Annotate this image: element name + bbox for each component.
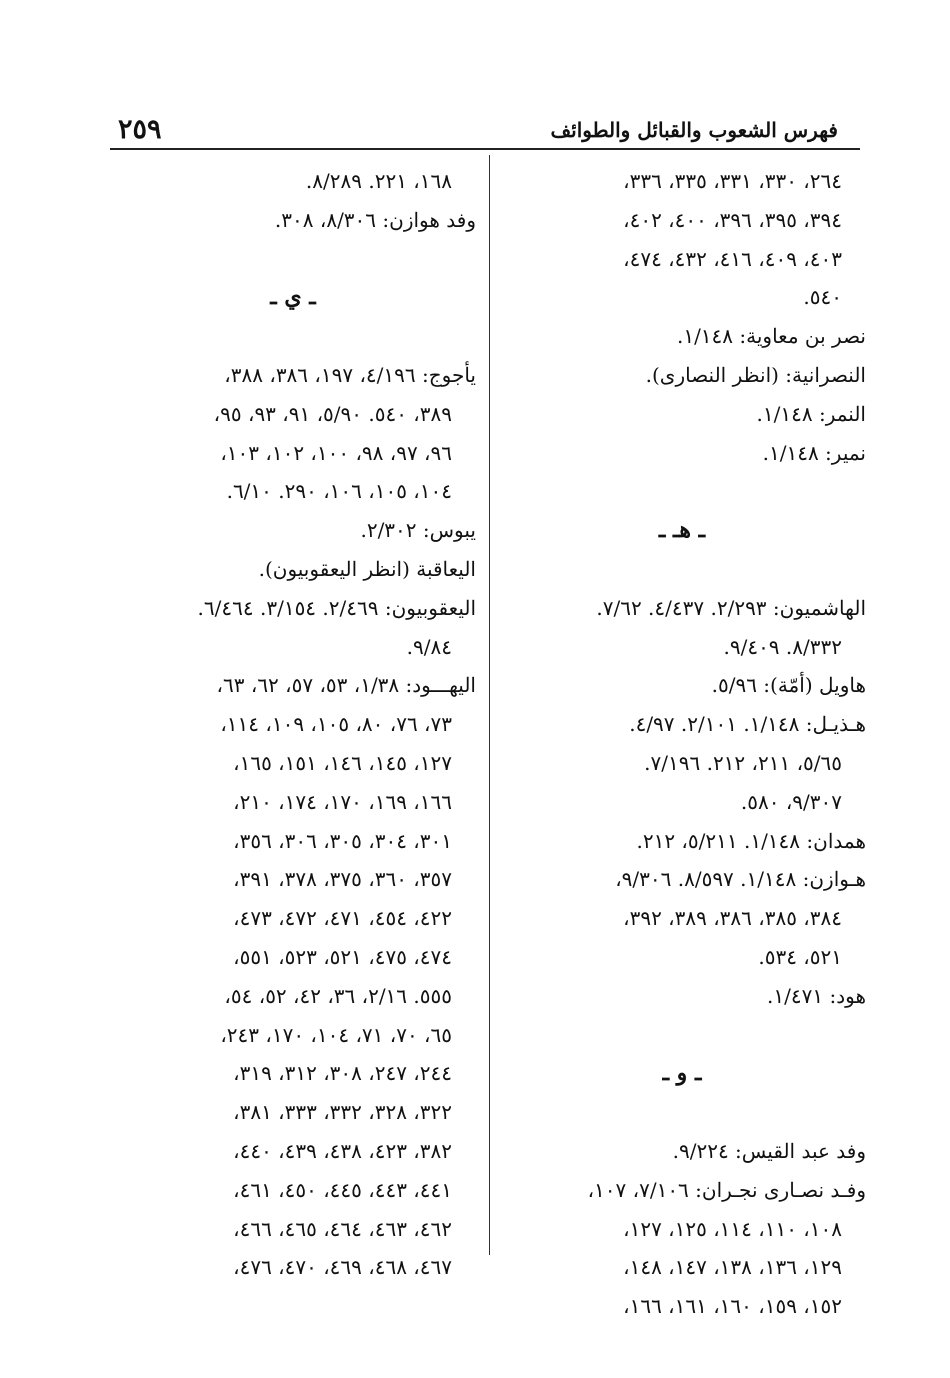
blank-line (110, 317, 476, 356)
index-entry: نصر بن معاوية: ١/١٤٨. (676, 324, 866, 349)
right-column (498, 162, 866, 1326)
index-entry: همدان: ١/١٤٨. ٥/٢١١، ٢١٢. (636, 828, 866, 853)
index-entry: الهاشميون: ٢/٢٩٣. ٤/٤٣٧. ٧/٦٢. (596, 595, 866, 620)
index-entry: اليهـــود: ١/٣٨، ٥٣، ٥٧، ٦٢، ٦٣، (216, 673, 476, 698)
running-title: فهرس الشعوب والقبائل والطوائف (550, 118, 838, 142)
index-continuation: ١٠٤، ١٠٥، ١٠٦، ٢٩٠. ٦/١٠. (226, 479, 452, 504)
index-continuation: ١٥٢، ١٥٩، ١٦٠، ١٦١، ١٦٦، (623, 1294, 842, 1319)
index-continuation: ٤٦٢، ٤٦٣، ٤٦٤، ٤٦٥، ٤٦٦، (233, 1216, 452, 1241)
index-continuation: ٣٥٧، ٣٦٠، ٣٧٥، ٣٧٨، ٣٩١، (233, 867, 452, 892)
section-heading: ـ و ـ (662, 1060, 702, 1087)
index-continuation: ١٢٧، ١٤٥، ١٤٦، ١٥١، ١٦٥، (233, 750, 452, 775)
index-entry: اليعقوبيون: ٢/٤٦٩. ٣/١٥٤. ٦/٤٦٤. (197, 595, 476, 620)
blank-line (110, 240, 476, 279)
index-continuation: ١٦٨، ٢٢١. ٨/٢٨٩. (305, 169, 452, 193)
index-continuation: ٣٨٩، ٥٤٠. ٥/٩٠، ٩١، ٩٣، ٩٥، (213, 401, 452, 426)
index-entry: يبوس: ٢/٣٠٢. (360, 518, 476, 543)
blank-line (498, 472, 866, 511)
index-entry: وفد عبد القيس: ٩/٢٢٤. (672, 1138, 866, 1163)
left-column (110, 162, 476, 1287)
index-continuation: ٤٦٧، ٤٦٨، ٤٦٩، ٤٧٠، ٤٧٦، (233, 1255, 452, 1280)
index-continuation: ٩/٣٠٧، ٥٨٠. (740, 789, 842, 814)
index-continuation: ٥/٦٥، ٢١١، ٢١٢. ٧/١٩٦. (644, 750, 842, 775)
index-entry: اليعاقبة (انظر اليعقوبيون). (258, 556, 476, 581)
index-entry: نمير: ١/١٤٨. (762, 440, 866, 465)
blank-line (498, 1016, 866, 1055)
index-continuation: ٦٥، ٧٠، ٧١، ١٠٤، ١٧٠، ٢٤٣، (220, 1022, 452, 1047)
index-entry: يأجوج: ٤/١٩٦، ١٩٧، ٣٨٦، ٣٨٨، (224, 362, 476, 387)
index-continuation: ٥٤٠. (803, 285, 842, 310)
index-entry: هـوازن: ١/١٤٨. ٨/٥٩٧. ٩/٣٠٦، (615, 867, 866, 892)
section-heading: ـ ي ـ (270, 284, 316, 311)
index-continuation: ٢٤٤، ٢٤٧، ٣٠٨، ٣١٢، ٣١٩، (233, 1061, 452, 1086)
index-continuation: ٣٩٤، ٣٩٥، ٣٩٦، ٤٠٠، ٤٠٢، (623, 207, 842, 232)
index-continuation: ٢٦٤، ٣٣٠، ٣٣١، ٣٣٥، ٣٣٦، (623, 169, 842, 193)
index-continuation: ٩٦، ٩٧، ٩٨، ١٠٠، ١٠٢، ١٠٣، (220, 440, 452, 465)
index-continuation: ١٠٨، ١١٠، ١١٤، ١٢٥، ١٢٧، (623, 1216, 842, 1241)
index-continuation: ٤٤١، ٤٤٣، ٤٤٥، ٤٥٠، ٤٦١، (233, 1177, 452, 1202)
index-entry: هـذيـل: ١/١٤٨. ٢/١٠١. ٤/٩٧. (629, 712, 866, 737)
index-continuation: ٨/٣٣٢. ٩/٤٠٩. (723, 634, 842, 659)
index-continuation: ٣٨٤، ٣٨٥، ٣٨٦، ٣٨٩، ٣٩٢، (623, 906, 842, 931)
index-continuation: ٥٢١، ٥٣٤. (758, 944, 842, 969)
index-entry: هود: ١/٤٧١. (767, 983, 866, 1008)
page-header (110, 108, 860, 148)
index-entry: النصرانية: (انظر النصارى). (645, 362, 866, 387)
index-continuation: ٩/٨٤. (406, 634, 452, 659)
blank-line (498, 550, 866, 589)
index-continuation: ٣٢٢، ٣٢٨، ٣٣٢، ٣٣٣، ٣٨١، (233, 1100, 452, 1125)
column-divider (489, 155, 490, 1255)
blank-line (498, 1093, 866, 1132)
index-continuation: ١٦٦، ١٦٩، ١٧٠، ١٧٤، ٢١٠، (233, 789, 452, 814)
index-continuation: ٤٠٣، ٤٠٩، ٤١٦، ٤٣٢، ٤٧٤، (623, 246, 842, 271)
index-continuation: ٣٨٢، ٤٢٣، ٤٣٨، ٤٣٩، ٤٤٠، (233, 1138, 452, 1163)
index-entry: النمر: ١/١٤٨. (756, 401, 866, 426)
index-entry: هاويل (أمّة): ٥/٩٦. (711, 673, 866, 698)
index-continuation: ٤٢٢، ٤٥٤، ٤٧١، ٤٧٢، ٤٧٣، (233, 906, 452, 931)
index-continuation: ١٢٩، ١٣٦، ١٣٨، ١٤٧، ١٤٨، (623, 1255, 842, 1280)
index-continuation: ٧٣، ٧٦، ٨٠، ١٠٥، ١٠٩، ١١٤، (220, 712, 452, 737)
index-continuation: ٤٧٤، ٤٧٥، ٥٢١، ٥٢٣، ٥٥١، (233, 944, 452, 969)
index-continuation: ٥٥٥. ٢/١٦، ٣٦، ٤٢، ٥٢، ٥٤، (224, 983, 452, 1008)
header-rule (110, 148, 860, 150)
index-entry: وفـد نصـارى نجـران: ٧/١٠٦، ١٠٧، (587, 1177, 866, 1202)
index-continuation: ٣٠١، ٣٠٤، ٣٠٥، ٣٠٦، ٣٥٦، (233, 828, 452, 853)
index-entry: وفد هوازن: ٨/٣٠٦، ٣٠٨. (274, 207, 476, 232)
section-heading: ـ هـ ـ (658, 517, 706, 544)
page-number: ٢٥٩ (118, 114, 162, 145)
